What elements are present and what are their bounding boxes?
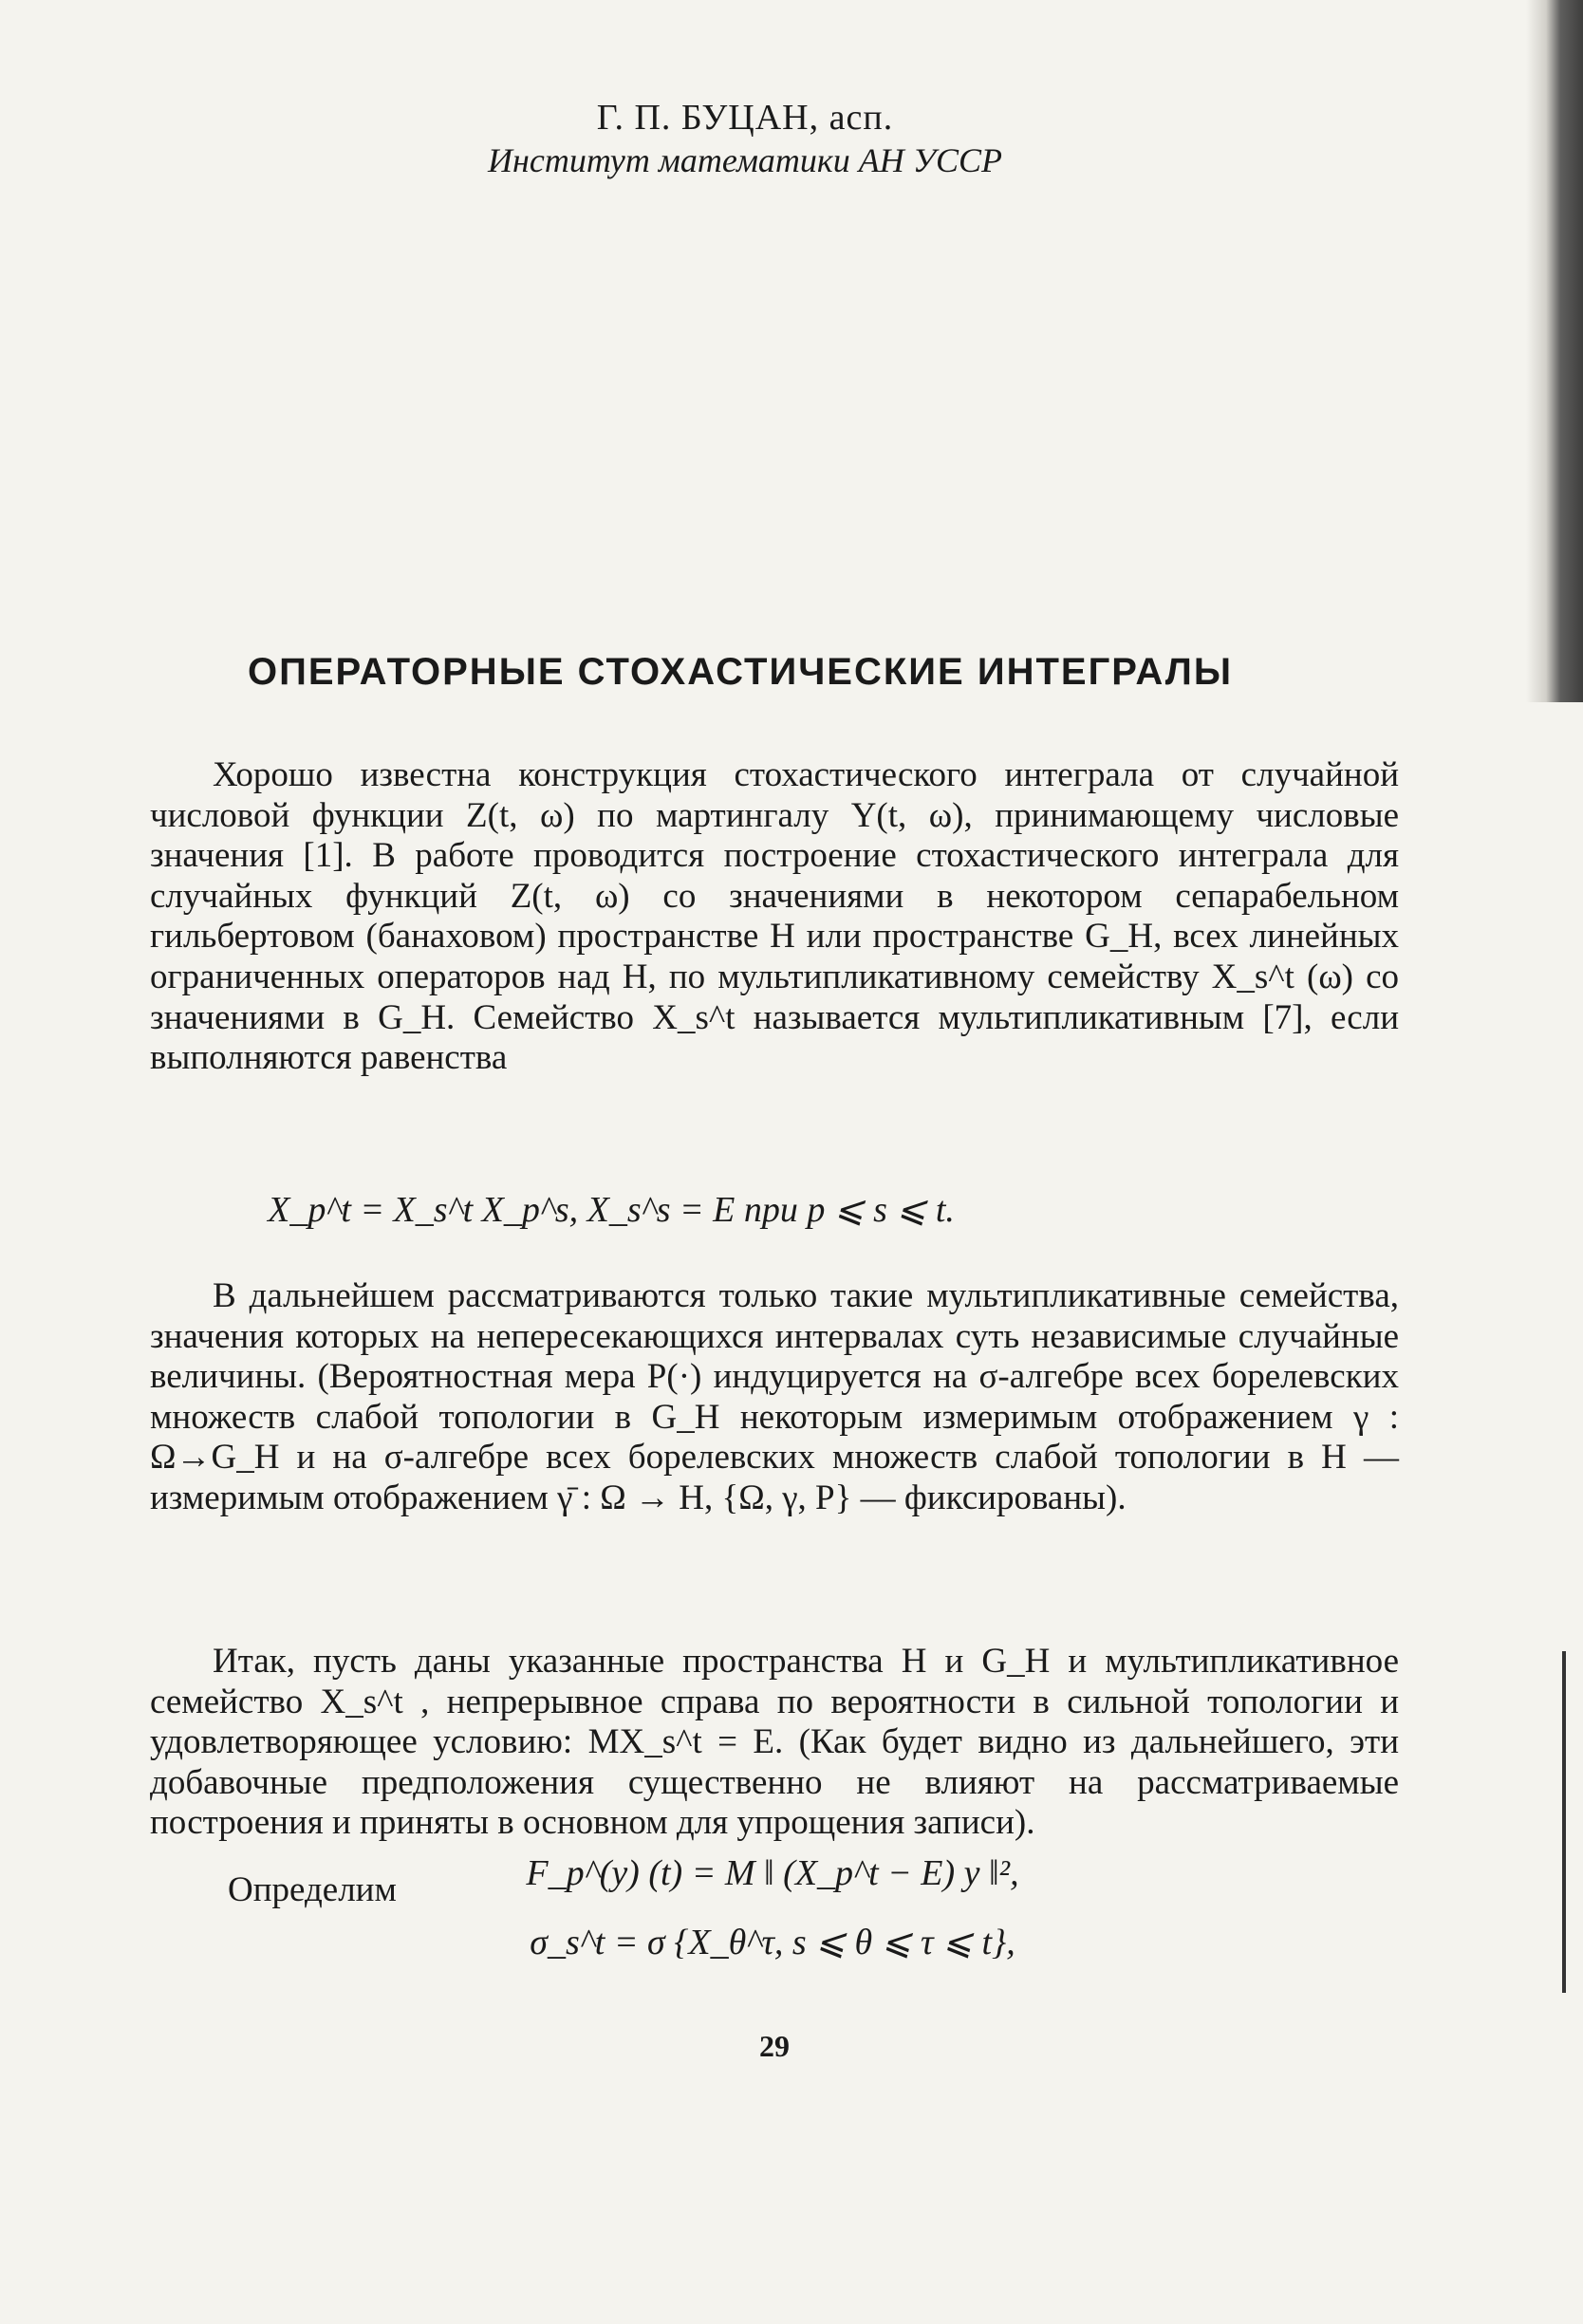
formula-multiplicative: X_p^t = X_s^t X_p^s, X_s^s = E при p ⩽ s ⩽ t. (268, 1190, 955, 1230)
paragraph-assumptions: Итак, пусть даны указанные пространства H и G_H и мультипликативное семейство X_s^t , непрерывное справа по вероятности в сильной топологии и удовлетворяющее условию: MX_s^t = E. (Как будет видно из дальнейшего, эти добавочные предположения существенно не влияют на рассматриваемые построения и приняты в основном для упрощения записи). (150, 1642, 1399, 1843)
define-label: Определим (228, 1870, 397, 1909)
paragraph-families: В дальнейшем рассматриваются только такие мультипликативные семейства, значения которых на непересекающихся интервалах суть независимые случайные величины. (Вероятностная мера P(·) индуцируется на σ-алгебре всех борелевских множеств слабой топологии в G_H некоторым измеримым отображением γ : Ω→G_H и на σ-алгебре всех борелевских множеств слабой топологии в H — измеримым отображением γ̄ : Ω → H, {Ω, γ, P} — фиксированы). (150, 1276, 1399, 1517)
page-number: 29 (759, 2029, 790, 2063)
formula-sigma: σ_s^t = σ {X_θ^τ, s ⩽ θ ⩽ τ ⩽ t}, (530, 1923, 1015, 1962)
institution-line: Институт математики АН УССР (487, 141, 1002, 179)
scan-edge-shadow (1526, 0, 1583, 702)
author-line: Г. П. БУЦАН, асп. (596, 98, 894, 138)
formula-F: F_p^(y) (t) = M ‖ (X_p^t − E) y ‖², (526, 1853, 1019, 1893)
paper-title: ОПЕРАТОРНЫЕ СТОХАСТИЧЕСКИЕ ИНТЕГРАЛЫ (247, 651, 1234, 693)
paragraph-intro: Хорошо известна конструкция стохастического интеграла от случайной числовой функции Z(t, ω) по мартингалу Y(t, ω), принимающему числовые значения [1]. В работе проводится построение стохастического интеграла для случайных функций Z(t, ω) со значениями в некотором сепарабельном гильбертовом (банаховом) пространстве H или пространстве G_H, всех линейных ограниченных операторов над H, по мультипликативному семейству X_s^t (ω) со значениями в G_H. Семейство X_s^t называется мультипликативным [7], если выполняются равенства (150, 755, 1399, 1078)
